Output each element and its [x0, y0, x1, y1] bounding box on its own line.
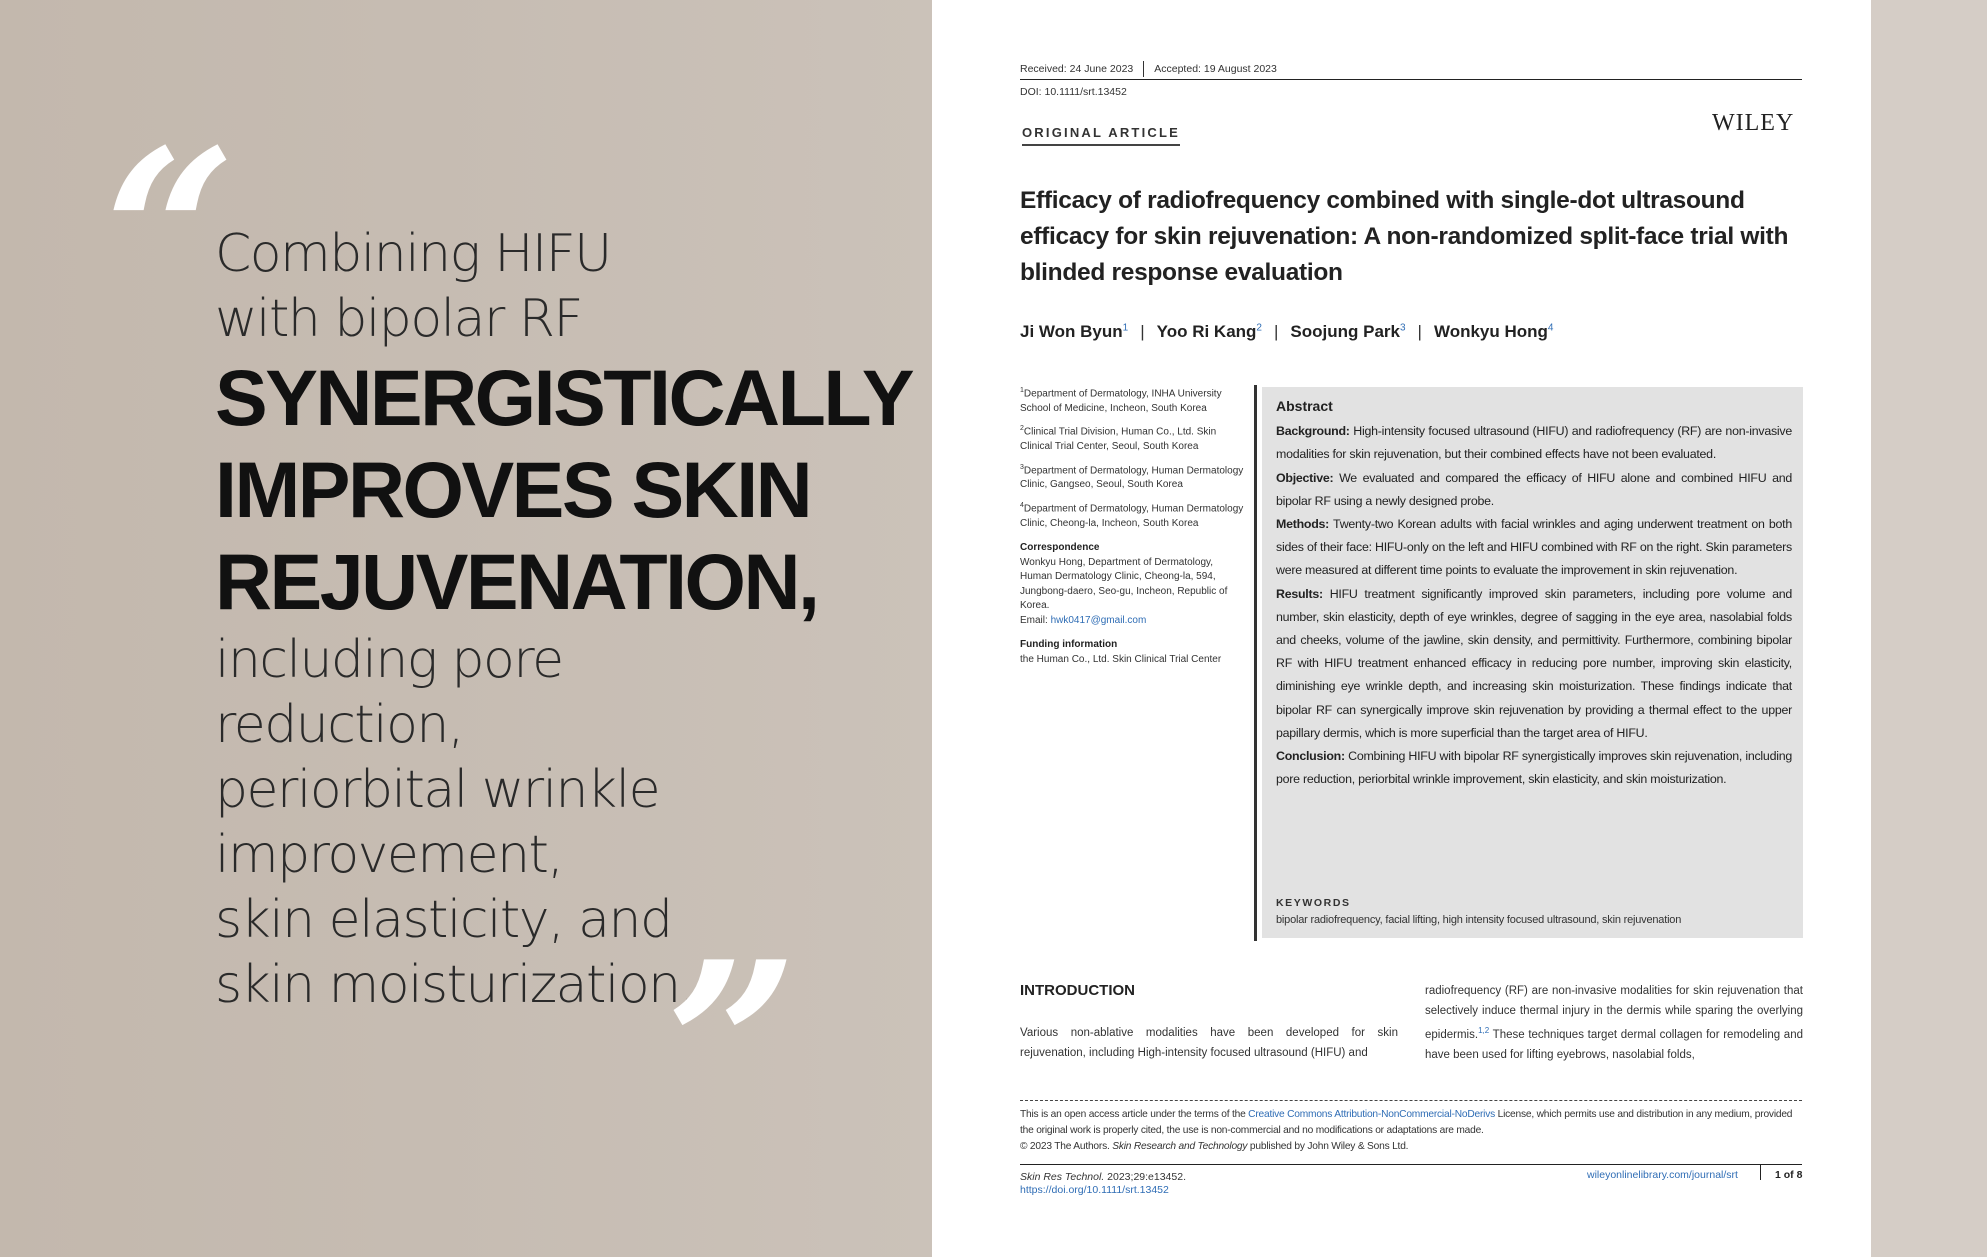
introduction-heading: INTRODUCTION — [1020, 982, 1135, 999]
quote-text — [215, 222, 915, 1018]
affiliation: $^2$Clinical Trial Division, Human Co., Ltd. Skin Clinical Trial Center, Seoul, South Korea — [1020, 425, 1217, 453]
affiliation: $^1$Department of Dermatology, INHA University School of Medicine, Incheon, South Korea — [1020, 387, 1222, 414]
abstract-side-bar — [1254, 385, 1257, 941]
journal-website-link[interactable]: wileyonlinelibrary.com/journal/srt — [1587, 1169, 1738, 1181]
author-name[interactable]: Wonkyu Hong$^4$ — [1433, 322, 1554, 341]
affiliation: $^4$Department of Dermatology, Human Dermatology Clinic, Cheong-la, Incheon, South Korea — [1020, 501, 1244, 529]
doi-link[interactable]: https://doi.org/10.1111/srt.13452 — [1020, 1184, 1169, 1196]
quote-emphasis-line: REJUVENATION, — [215, 537, 818, 626]
quote-line: skin moisturization. — [215, 955, 695, 1015]
doi-text: DOI: 10.1111/srt.13452 — [1020, 86, 1127, 98]
page-number: 1 of 8 — [1775, 1169, 1803, 1181]
abstract-background: Background: High-intensity focused ultrasound (HIFU) and radiofrequency (RF) are non-invasive modalities for skin rejuvenation, but their combined effects have not been evaluated. — [1276, 424, 1792, 462]
funding-heading: Funding information — [1020, 639, 1118, 651]
quote-line: Combining HIFU — [215, 224, 611, 284]
abstract-methods: Methods: Twenty-two Korean adults with facial wrinkles and aging underwent treatment on both sides of their face: HIFU-only on the left and HIFU combined with RF on the right. Skin parameters were measured at different time points to evaluate the improvement in skin rejuvenation. — [1276, 517, 1792, 578]
received-date: Received: 24 June 2023 — [1020, 62, 1134, 75]
affiliation: $^3$Department of Dermatology, Human Dermatology Clinic, Gangseo, Seoul, South Korea — [1020, 463, 1244, 491]
quote-emphasis-line: SYNERGISTICALLY — [215, 353, 913, 442]
open-quote-mark: “ — [104, 100, 237, 370]
close-quote-mark: ” — [666, 912, 799, 1182]
journal-citation: Skin Res Technol. 2023;29:e13452. — [1020, 1171, 1186, 1183]
correspondence-text: Wonkyu Hong, Department of Dermatology, Human Dermatology Clinic, Cheong-la, 594, Jungbong-daero, Seo-gu, Incheon, Republic of Korea. — [1020, 556, 1228, 612]
author-name[interactable]: Ji Won Byun$^1$ — [1020, 322, 1129, 341]
introduction-left-column: Various non-ablative modalities have been developed for skin rejuvenation, including High-intensity focused ultrasound (HIFU) and — [1020, 1027, 1398, 1059]
right-background-strip — [1871, 0, 1987, 1257]
quote-panel — [0, 0, 932, 1257]
author-name[interactable]: Soojung Park$^3$ — [1290, 322, 1406, 341]
paper-page — [932, 0, 1871, 1257]
author-separator: | — [1140, 322, 1145, 341]
keywords-heading: KEYWORDS — [1276, 897, 1351, 909]
article-type: ORIGINAL ARTICLE — [1022, 125, 1180, 146]
license-divider — [1020, 1100, 1802, 1101]
author-name[interactable]: Yoo Ri Kang$^2$ — [1156, 322, 1262, 341]
copyright-line: © 2023 The Authors. Skin Research and Technology published by John Wiley & Sons Ltd. — [1020, 1141, 1409, 1152]
quote-line: skin elasticity, and — [215, 890, 672, 950]
keywords-text: bipolar radiofrequency, facial lifting, high intensity focused ultrasound, skin rejuvenation — [1276, 914, 1682, 926]
license-text: This is an open access article under the terms of the Creative Commons Attribution-NonCommercial-NoDerivs License, which permits use and distribution in any medium, provided the original work is properly cited, the use is non-commercial and no modifications or adaptations are made. © 2023 The Authors. Skin Research and Technology published by John Wiley & Sons Ltd. — [1020, 1107, 1802, 1155]
quote-line: including pore — [215, 630, 563, 690]
abstract-objective: Objective: We evaluated and compared the efficacy of HIFU alone and combined HIFU and bipolar RF using a newly designed probe. — [1276, 470, 1792, 508]
author-separator: | — [1273, 322, 1279, 341]
footer-rule — [1020, 1164, 1802, 1165]
quote-line: with bipolar RF — [215, 289, 582, 349]
abstract-conclusion: Conclusion: Combining HIFU with bipolar RF synergistically improves skin rejuvenation, including pore reduction, periorbital wrinkle improvement, skin elasticity, and skin moisturization. — [1276, 749, 1792, 787]
dates-row — [1020, 61, 1277, 77]
accepted-date: Accepted: 19 August 2023 — [1154, 62, 1277, 75]
email-link[interactable]: hwk0417@gmail.com — [1050, 614, 1147, 626]
divider — [1143, 61, 1144, 77]
quote-line: reduction, — [215, 695, 463, 755]
abstract-heading: Abstract — [1276, 398, 1333, 414]
header-rule — [1020, 79, 1802, 80]
author-list — [1020, 322, 1553, 342]
citation-link[interactable]: 1,2 — [1478, 1026, 1490, 1035]
quote-emphasis-line: IMPROVES SKIN — [215, 445, 811, 534]
quote-line: improvement, — [215, 825, 563, 885]
affiliations-column — [1020, 384, 1245, 667]
correspondence-heading: Correspondence — [1020, 542, 1100, 554]
funding-text: the Human Co., Ltd. Skin Clinical Trial Center — [1020, 653, 1222, 665]
license-link[interactable]: Creative Commons Attribution-NonCommercial-NoDerivs — [1248, 1109, 1495, 1120]
quote-line: periorbital wrinkle — [215, 760, 660, 820]
email-line: Email: hwk0417@gmail.com — [1020, 614, 1147, 626]
introduction-right-column: radiofrequency (RF) are non-invasive modalities for skin rejuvenation that selectively induce thermal injury in the dermis while sparing the overlying epidermis.$^{1,2}$ These techniques target dermal collagen for remodeling and have been used for lifting eyebrows, nasolabial folds, — [1425, 985, 1803, 1061]
abstract-results: Results: HIFU treatment significantly improved skin parameters, including pore volume and number, skin elasticity, depth of eye wrinkles, degree of sagging in the eye area, nasolabial folds and cheeks, volume of the jawline, skin density, and permittivity. Furthermore, combining bipolar RF with HIFU treatment enhanced efficacy in reducing pore number, improving skin elasticity, diminishing eye wrinkle depth, and increasing skin moisturization. These findings indicate that bipolar RF can synergically improve skin rejuvenation by providing a thermal effect to the upper papillary dermis, which is more superficial than the target area of HIFU. — [1276, 586, 1792, 740]
page-divider — [1760, 1165, 1761, 1180]
publisher-logo: WILEY — [1712, 110, 1795, 136]
abstract-box — [1262, 387, 1803, 938]
author-separator: | — [1417, 322, 1422, 341]
paper-title: Efficacy of radiofrequency combined with single-dot ultrasound efficacy for skin rejuvenation: A non-randomized split-face trial with blinded response evaluation — [1020, 187, 1789, 286]
